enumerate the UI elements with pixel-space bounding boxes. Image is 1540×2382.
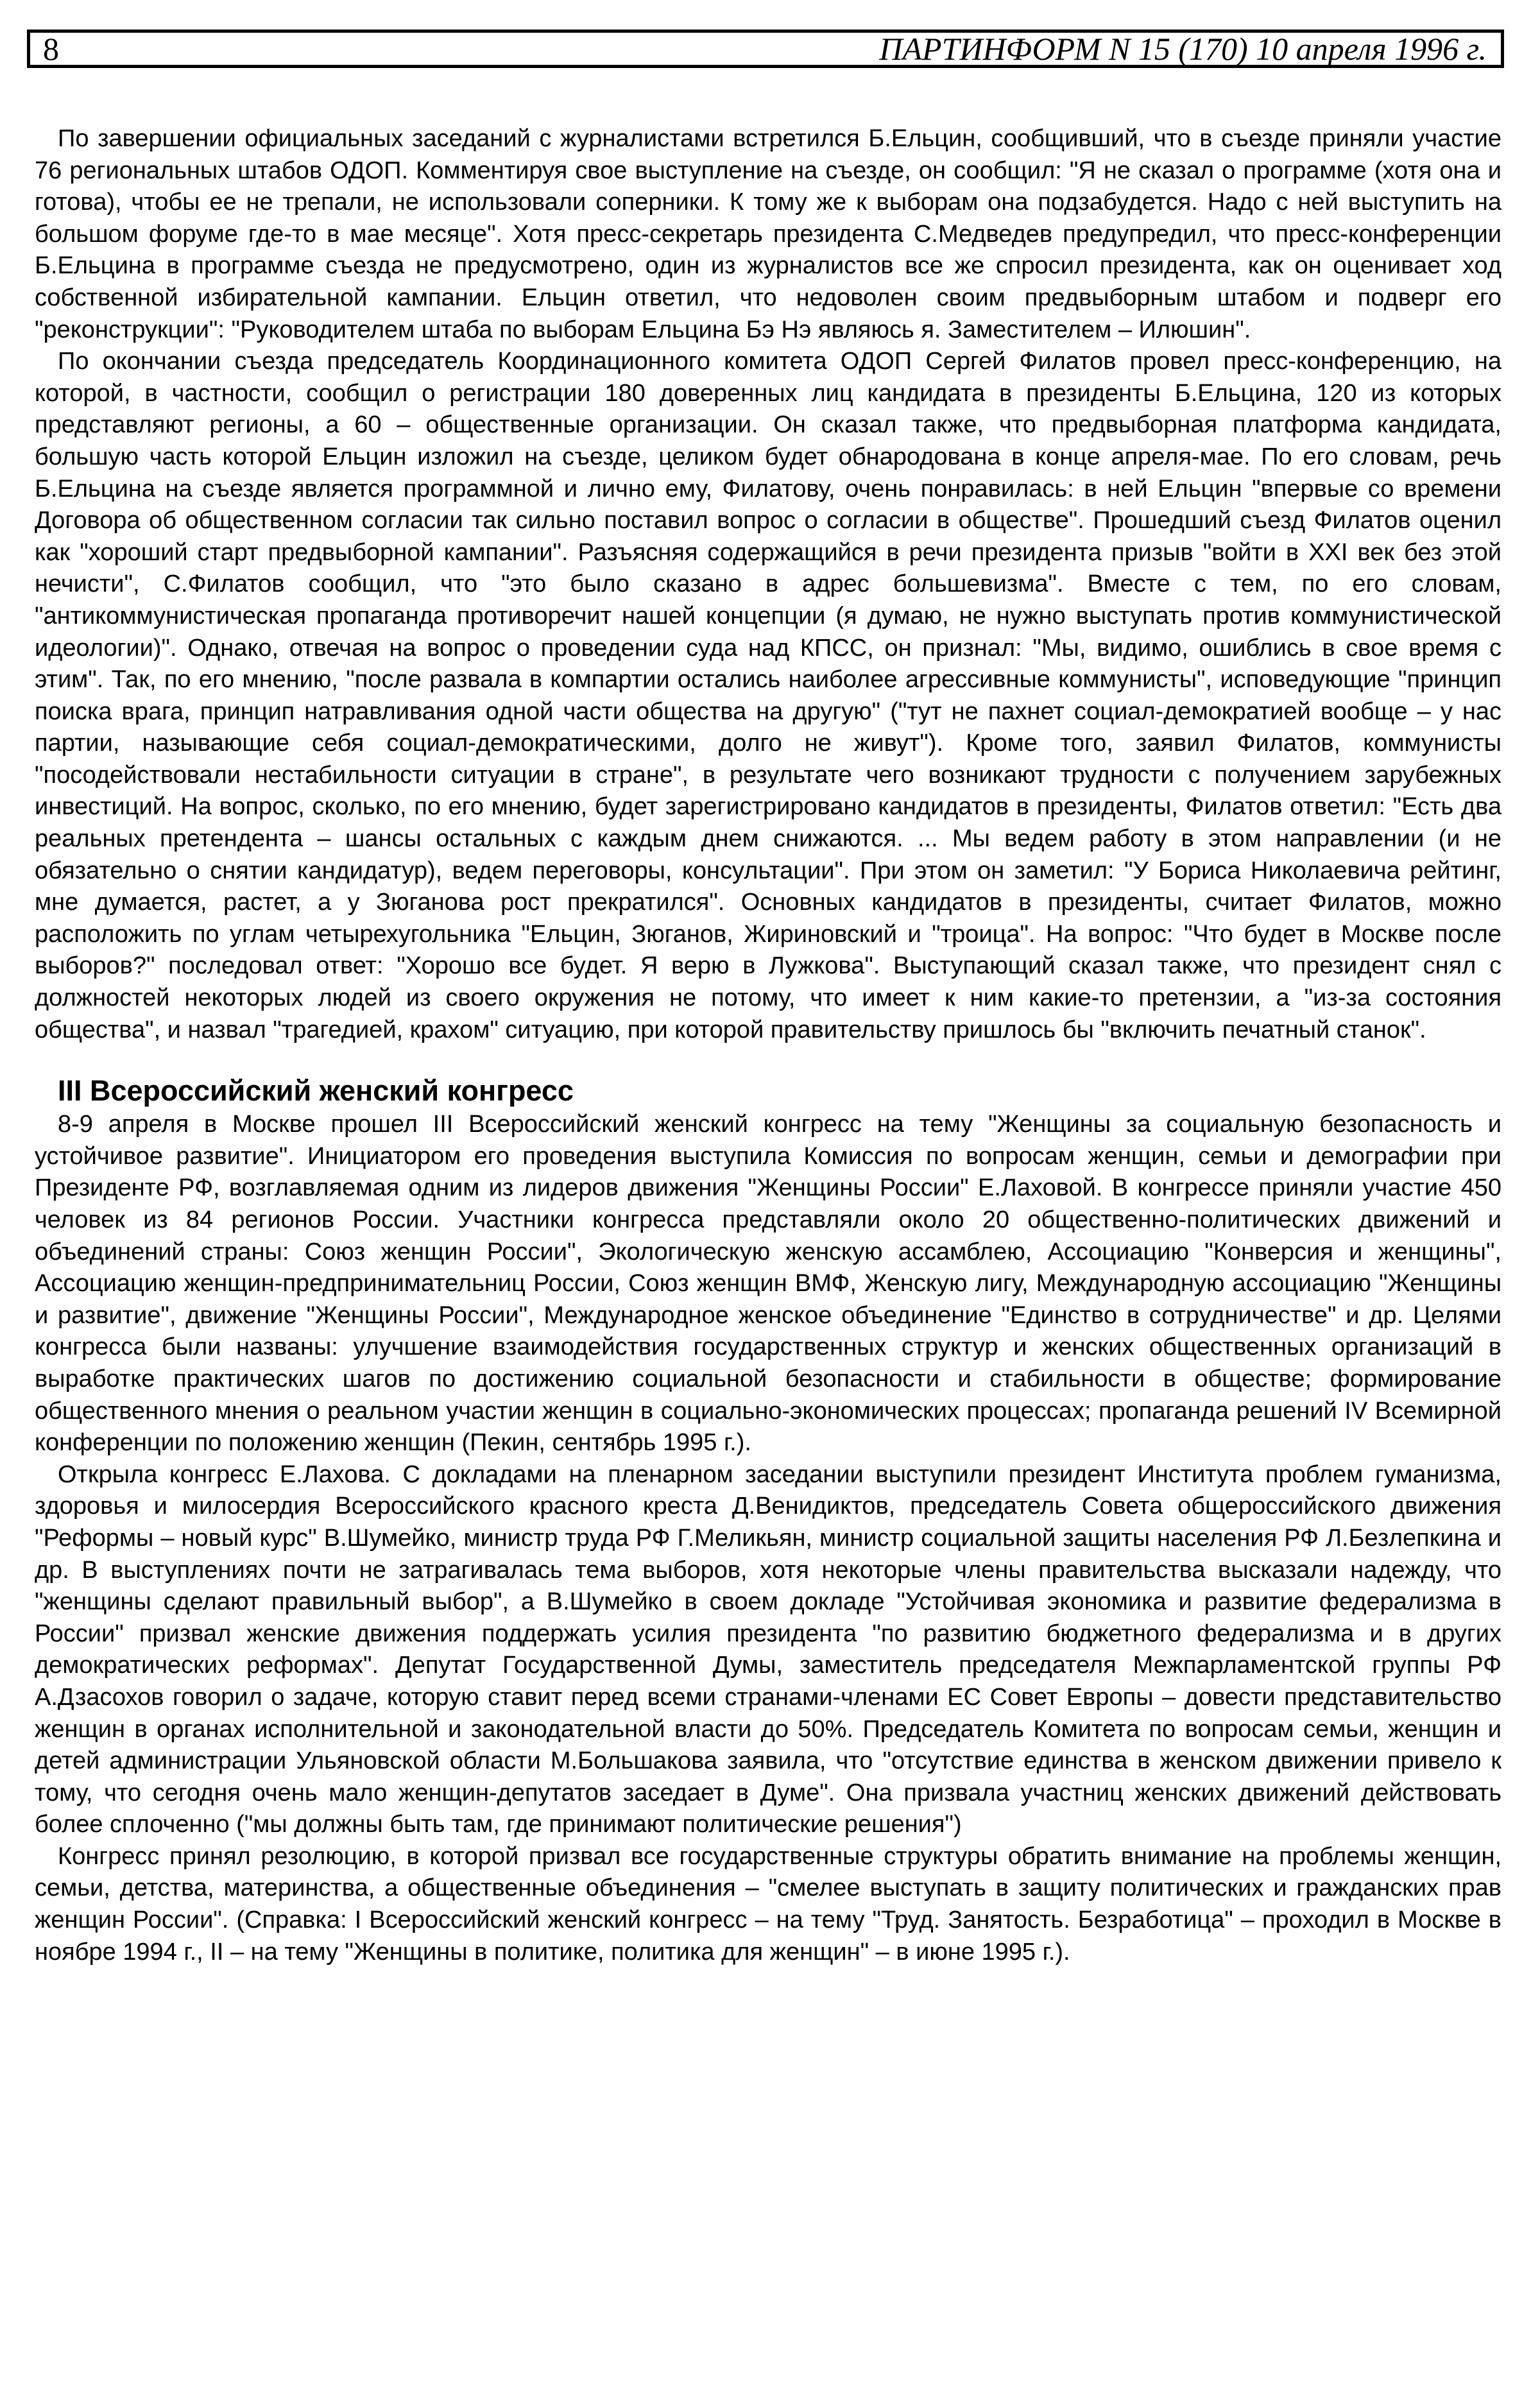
section-heading: III Всероссийский женский конгресс [58,1074,574,1108]
article-body [35,123,1502,1968]
paragraph: По завершении официальных заседаний с журналистами встретился Б.Ельцин, сообщивший, что в съезде приняли участие 76 региональных штабов ОДОП. Комментируя свое выступление на съезде, он сообщил: "Я не сказал о программе (хотя она и готова), чтобы ее не трепали, не использовали соперники. К тому же к выборам она подзабудется. Надо с ней выступить на большом форуме где-то в мае месяце". Хотя пресс-секретарь президента С.Медведев предупредил, что пресс-конференции Б.Ельцина в программе съезда не предусмотрено, один из журналистов все же спросил президента, как он оценивает ход собственной избирательной кампании. Ельцин ответил, что недоволен своим предвыборным штабом и подверг его "реконструкции": "Руководителем штаба по выборам Ельцина Бэ Нэ являюсь я. Заместителем – Илюшин". [35,125,1502,343]
issue-title: ПАРТИНФОРМ N 15 (170) 10 апреля 1996 г. [879,31,1487,67]
paragraph: По окончании съезда председатель Координационного комитета ОДОП Сергей Филатов провел пресс-конференцию, на которой, в частности, сообщил о регистрации 180 доверенных лиц кандидата в президенты Б.Ельцина, 120 из которых представляют регионы, а 60 – общественные организации. Он сказал также, что предвыборная платформа кандидата, большую часть которой Ельцин изложил на съезде, целиком будет обнародована в конце апреля-мае. По его словам, речь Б.Ельцина на съезде является программной и лично ему, Филатову, очень понравилась: в ней Ельцин "впервые со времени Договора об общественном согласии так сильно поставил вопрос о согласии в обществе". Прошедший съезд Филатов оценил как "хороший старт предвыборной кампании". Разъясняя содержащийся в речи президента призыв "войти в XXI век без этой нечисти", С.Филатов сообщил, что "это было сказано в адрес большевизма". Вместе с тем, по его словам, "антикоммунистическая пропаганда противоречит нашей концепции (я думаю, не нужно выступать против коммунистической идеологии)". Однако, отвечая на вопрос о проведении суда над КПСС, он признал: "Мы, видимо, ошиблись в свое время с этим". Так, по его мнению, "после развала в компартии остались наиболее агрессивные коммунисты", исповедующие "принцип поиска врага, принцип натравливания одной части общества на другую" ("тут не пахнет социал-демократией вообще – у нас партии, называющие себя социал-демократическими, долго не живут"). Кроме того, заявил Филатов, коммунисты "посодействовали нестабильности ситуации в стране", в результате чего возникают трудности с получением зарубежных инвестиций. На вопрос, сколько, по его мнению, будет зарегистрировано кандидатов в президенты, Филатов ответил: "Есть два реальных претендента – шансы остальных с каждым днем снижаются. ... Мы ведем работу в этом направлении (и не обязательно о снятии кандидатур), ведем переговоры, консультации". При этом он заметил: "У Бориса Николаевича рейтинг, мне думается, растет, а у Зюганова рост прекратился". Основных кандидатов в президенты, считает Филатов, можно расположить по углам четырехугольника "Ельцин, Зюганов, Жириновский и "троица". На вопрос: "Что будет в Москве после выборов?" последовал ответ: "Хорошо все будет. Я верю в Лужкова". Выступающий сказал также, что президент снял с должностей некоторых людей из своего окружения не потому, что имеет к ним какие-то претензии, а "из-за состояния общества", и назвал "трагедией, крахом" ситуацию, при которой правительству пришлось бы "включить печатный станок". [35,348,1502,1043]
page-header [27,30,1504,68]
paragraph: Открыла конгресс Е.Лахова. С докладами на пленарном заседании выступили президент Института проблем гуманизма, здоровья и милосердия Всероссийского красного креста Д.Венидиктов, председатель Совета общероссийского движения "Реформы – новый курс" В.Шумейко, министр труда РФ Г.Меликьян, министр социальной защиты населения РФ Л.Безлепкина и др. В выступлениях почти не затрагивалась тема выборов, хотя некоторые члены правительства высказали надежду, что "женщины сделают правильный выбор", а В.Шумейко в своем докладе "Устойчивая экономика и развитие федерализма в России" призвал женские движения поддержать усилия президента "по развитию бюджетного федерализма и в других демократических реформах". Депутат Государственной Думы, заместитель председателя Межпарламентской группы РФ А.Дзасохов говорил о задаче, которую ставит перед всеми странами-членами ЕС Совет Европы – довести представительство женщин в органах исполнительной и законодательной власти до 50%. Председатель Комитета по вопросам семьи, женщин и детей администрации Ульяновской области М.Большакова заявила, что "отсутствие единства в женском движении привело к тому, что сегодня очень мало женщин-депутатов заседает в Думе". Она призвала участниц женских движений действовать более сплоченно ("мы должны быть там, где принимают политические решения") [35,1461,1502,1838]
page-number: 8 [43,31,59,67]
paragraph: Конгресс принял резолюцию, в которой призвал все государственные структуры обратить внимание на проблемы женщин, семьи, детства, материнства, а общественные объединения – "смелее выступать в защиту политических и гражданских прав женщин России". (Справка: I Всероссийский женский конгресс – на тему "Труд. Занятость. Безработица" – проходил в Москве в ноябре 1994 г., II – на тему "Женщины в политике, политика для женщин" – в июне 1995 г.). [35,1842,1502,1966]
paragraph: 8-9 апреля в Москве прошел III Всероссийский женский конгресс на тему "Женщины за социальную безопасность и устойчивое развитие". Инициатором его проведения выступила Комиссия по вопросам женщин, семьи и демографии при Президенте РФ, возглавляемая одним из лидеров движения "Женщины России" Е.Лаховой. В конгрессе приняли участие 450 человек из 84 регионов России. Участники конгресса представляли около 20 общественно-политических движений и объединений страны: Союз женщин России", Экологическую женскую ассамблею, Ассоциацию "Конверсия и женщины", Ассоциацию женщин-предпринимательниц России, Союз женщин ВМФ, Женскую лигу, Международную ассоциацию "Женщины и развитие", движение "Женщины России", Международное женское объединение "Единство в сотрудничестве" и др. Целями конгресса были названы: улучшение взаимодействия государственных структур и женских общественных организаций в выработке практических шагов по достижению социальной безопасности и стабильности в обществе; формирование общественного мнения о реальном участии женщин в социально-экономических процессах; пропаганда решений IV Всемирной конференции по положению женщин (Пекин, сентябрь 1995 г.). [35,1111,1502,1457]
